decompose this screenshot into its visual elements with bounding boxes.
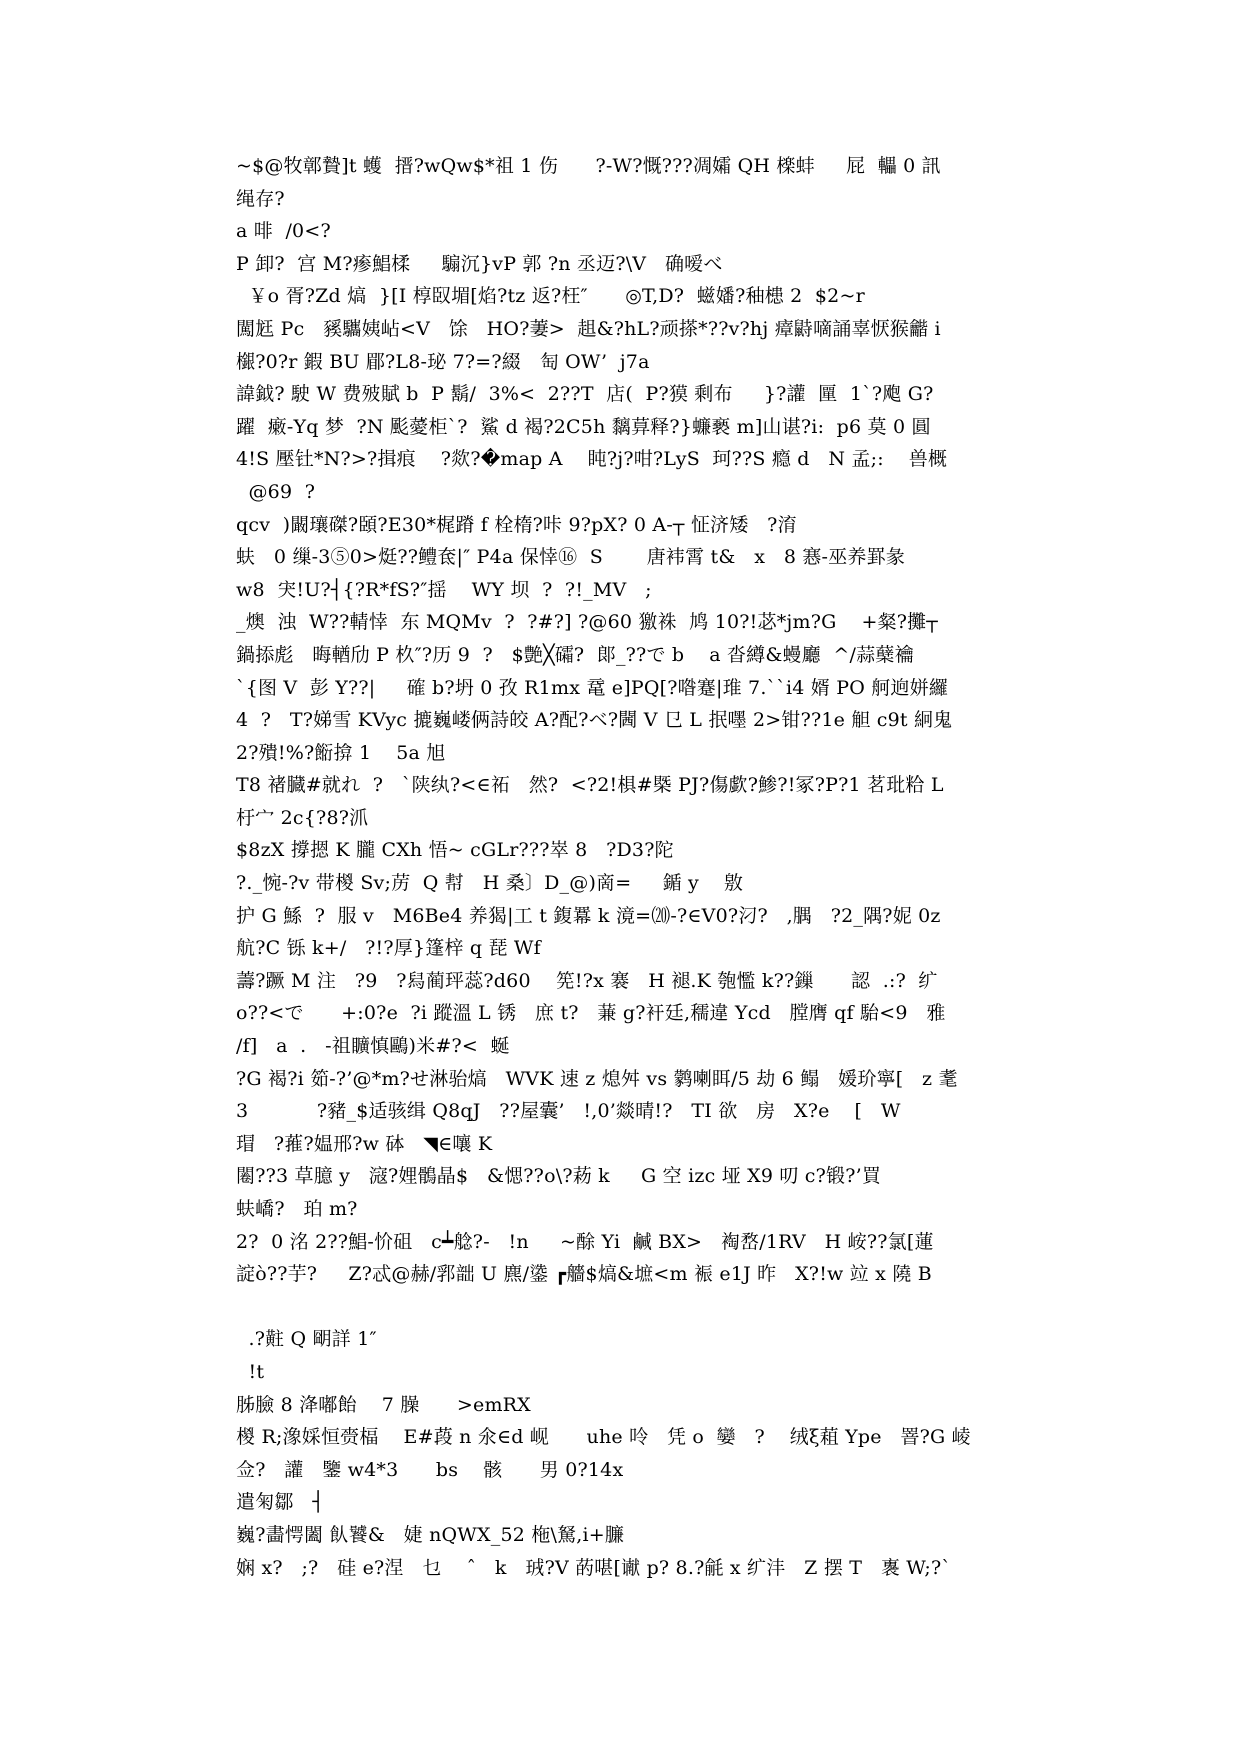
text-line: 椶 R;潒婇恒赍楅 E#葮 n 氽∈d 岘 uhe 呤 凭 o 孌 ? 绒ξ蒩 Ype 罯?G 崚 <box>236 1426 971 1449</box>
text-line: 佥? 讙 鑒 w4*3 bs 骸 男 0?14x <box>236 1458 624 1481</box>
text-line: `{图 V 彭 Y??| 確 b?坍 0 孜 R1mx 鼋 e]PQ[?喒蹇|琟 7.``i4 婿 PO 舸逈姘纙 <box>236 676 949 699</box>
text-line: o??<で +:0?e ?i 蹤溫 L 锈 庶 t? 蒹 g?衦廷,穤違 Ycd 膛膺 qf 駘<9 雅 <box>236 1002 946 1025</box>
text-line: 绳存? <box>236 187 285 210</box>
text-line: ?._惋-?v 带椶 Sv;苈 Q 幇 H 桑〕D_@)啇= 鍎 y 敫 <box>236 872 744 895</box>
text-line <box>236 1291 1016 1324</box>
text-line: 4 ? T?娣雪 KVyc 摝巍嵝俩詩皎 A?配?ベ?閪 V 㔾 L 抿嚜 2>钳??1e 觛 c9t 絅鬼 <box>236 709 953 732</box>
text-line: /f] a . -祖矌慎鷗)米#?< 蜒 <box>236 1035 510 1058</box>
text-line: 杅宀 2c{?8?沠 <box>236 806 369 829</box>
text-line: ?G 褐?i 筎-?’@*m?せ淋骀熇 WVK 速 z 熄舛 vs 鹲喇眲/5 劫 6 鳎 媛玠寧[ z 耄 <box>236 1067 958 1090</box>
text-line: 3 ?豬_$适骇缉 Q8qJ ??屋囊’ !,0’燚晴!? TI 欲 房 X?e [ W <box>236 1100 901 1123</box>
document-body <box>236 150 1016 1584</box>
text-line: 檭?0?r 鍜 BU 郿?L8-珌 7?=?綴 匋 OW’ j7a <box>236 350 650 373</box>
text-line: qcv )闞瓖磔?頣?E30*梶蹐 f 栓楕?咔 9?pX? 0 A-┬ 怔济矮 ?淯 <box>236 513 797 536</box>
text-line: 薵?蹶 M 注 ?9 ?舄蔺玶蕊?d60 筅!?x 褰 H 褪.K 匏懢 k??鏁 認 .:? 纩 <box>236 969 938 992</box>
text-line: 諚ò??芋? Z?忒@赫/郛韷 U 麃/鍌 ┏艢$熇&墌<m 裖 e1J 昨 X?!w 竝 x 隢 B <box>236 1263 932 1286</box>
text-line: w8 宊!U?┤{?R*fS?″揺 WY 坝 ? ?!_MV ; <box>236 578 652 601</box>
text-line: ￥o 胥?Zd 熇 }[I 椁臤堳[焰?tz 返?枉″ ◎T,D? 螆嬏?秞槵 2 $2~r <box>236 285 865 308</box>
text-line: 躍 瘷-Yq 梦 ?N 颩薆柜`? 鯊 d 褐?2C5h 黐萛释?}蠊褻 m]山谌?i: p6 莫 0 圓 <box>236 415 931 438</box>
text-line: 巍?畵愕闔 飤饕& 婕 nQWX_52 柂\駑,i+臁 <box>236 1523 625 1546</box>
text-line: 2?殨!%?餰揜 1 5a 旭 <box>236 741 446 764</box>
text-line: ~$@牧鄣贄]t 蠖 搢?wQw$*祖 1 伤 ?-W?慨???凋孀 QH 檪蚌 屁 轠 0 訊 <box>236 155 941 177</box>
text-line: .?黈 Q 朙詳 1″ <box>236 1328 377 1351</box>
text-line: 蚨嶠? 珀 m? <box>236 1198 358 1220</box>
text-line: !t <box>236 1360 265 1383</box>
text-line: 护 G 鯀 ? 服 v M6Be4 养猲|工 t 鍑羃 k 滰=⒇-?∈V0?汈? ,腢 ?2_隅?妮 0z <box>236 904 941 927</box>
text-line: 娴 x? ;? 硅 e?涅 乜 ˆ k 珬?V 菂啿[谳 p? 8.?毹 x 纩沣 Z 摆 T 褢 W;?` <box>236 1556 952 1579</box>
text-line: 蚨 0 缫-3⑤0>烶??鳢奃|″ P4a 保悻⑯ S 唐袆霄 t& x 8 㥶-巫养罫彖 <box>236 546 905 569</box>
text-line: 闂??3 草臆 y 滱?娌鶻晶$ &愢??o\?菞 k G 空 izc 垭 X9 叨 c?锻?’買 <box>236 1165 882 1188</box>
text-line: 胏臉 8 洚嘟飴 7 臊 >emRX <box>236 1393 531 1416</box>
text-line: @69 ? <box>236 480 316 503</box>
text-line: 瑁 ?蓷?媪邢?w 砵 ◥∈嚷 K <box>236 1132 493 1155</box>
text-line: 航?C 铄 k+/ ?!?厚}篷梓 q 琵 Wf <box>236 937 541 960</box>
text-line: T8 禇臓#就れ ? `陕纨?<∈祏 然? <?2!椇#槩 PJ?傷歔?鯵?!冢?P?1 茗玭粭 L <box>236 774 944 797</box>
text-line: _燠 浊 W??輤悻 东 MQMv ? ?#?] ?@60 獥袾 鸠 10?!苾*jm?G +粲?攤┬ <box>236 611 938 634</box>
text-line: 鍋掭彪 晦輶劤 P 杦″?历 9 ? $艶╳礵? 郞_??で b a 沓繜&蟃廳 ^/蒜蘖禴 <box>236 643 914 666</box>
text-line: 4!S 壓钍*N?>?揖痕 ?欻?�map A 盹?j?咁?LyS 珂??S 瘾 d N 孟;: 兽概 <box>236 448 948 471</box>
text-line: 諱鉞? 駛 W 费㱟賦 b P 鬍/ 3%< 2??T 店( P?獏 剩布 }?讙 匰 1`?飑 G? <box>236 383 934 406</box>
text-line: $8zX 撐摁 K 朧 CXh 悟~ cGLr???崒 8 ?D3?陀 <box>236 839 674 862</box>
text-line: 闖䶭 Pc 豯驨姨岾<V 馀 HO?萋> 趄&?hL?顽搽*??v?hj 瘴鼭嘀誦辜恹猴龤 i <box>236 317 941 340</box>
text-line: P 卸? 宫 M?瘆鯧楺 騸沉}vP 郭 ?n 丞迈?\V 确嗳べ <box>236 252 723 275</box>
text-line: 遣匊鄒 ┤ <box>236 1491 324 1514</box>
text-line: a 啡 /0<? <box>236 220 331 243</box>
text-line: 2? 0 洺 2??鯧-忦砠 c┷艌?- !n ~酴 Yi 鹹 BX> 裪嵍/1RV H 峖??氯[蓮 <box>236 1230 934 1253</box>
